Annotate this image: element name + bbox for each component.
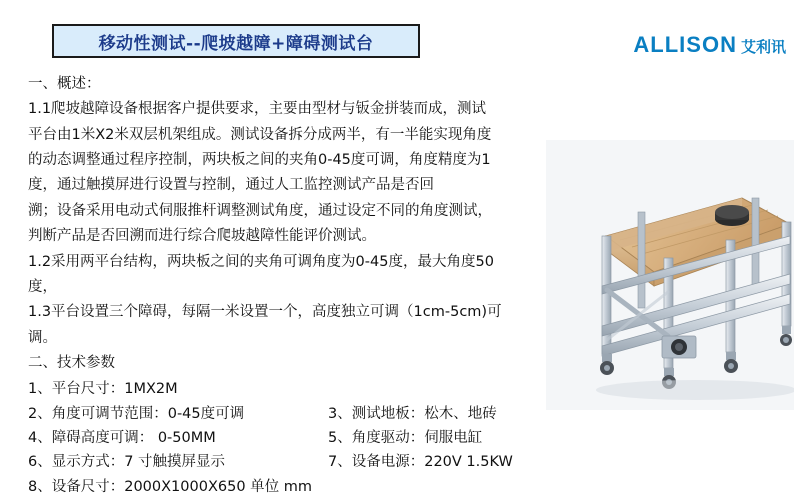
paragraph-1-2-line1: 1.2采用两平台结构，两块板之间的夹角可调角度为0-45度，最大角度50 [28, 253, 494, 270]
spec-item: 6、显示方式：7 寸触摸屏显示 [28, 454, 226, 471]
logo-text-cn: 艾利讯 [740, 38, 786, 56]
document-body [28, 72, 588, 499]
logo-text-en: ALLISON [633, 32, 737, 57]
paragraph-1-3-line1: 1.3平台设置三个障碍，每隔一米设置一个，高度独立可调（1cm-5cm)可 [28, 304, 502, 321]
equipment-photo [546, 140, 794, 410]
spec-item: 5、角度驱动：伺服电缸 [328, 430, 483, 447]
spec-item: 4、障碍高度可调： 0-50MM [28, 430, 216, 447]
spec-item: 2、角度可调节范围：0-45度可调 [28, 405, 245, 422]
paragraph-1-1-line6: 判断产品是否回溯而进行综合爬坡越障性能评价测试。 [28, 228, 376, 245]
section-heading-specs: 二、技术参数 [28, 354, 115, 371]
spec-list [28, 377, 588, 499]
page-title: 移动性测试--爬坡越障+障碍测试台 [98, 33, 374, 54]
paragraph-1-1-line5: 溯；设备采用电动式伺服推杆调整测试角度，通过设定不同的角度测试， [28, 202, 492, 219]
spec-item: 8、设备尺寸：2000X1000X650 单位 mm [28, 478, 313, 495]
paragraph-1-1-line2: 平台由1米X2米双层机架组成。测试设备拆分成两半，有一半能实现角度 [28, 126, 492, 143]
spec-item: 7、设备电源：220V 1.5KW [328, 454, 513, 471]
paragraph-1-1-line3: 的动态调整通过程序控制，两块板之间的夹角0-45度可调，角度精度为1 [28, 152, 491, 169]
paragraph-1-2-line2: 度， [28, 278, 57, 295]
section-heading-overview: 一、概述： [28, 76, 101, 92]
paragraph-1-1-line1: 1.1爬坡越障设备根据客户提供要求，主要由型材与钣金拼装而成，测试 [28, 101, 487, 118]
equipment-illustration [546, 140, 794, 410]
page-title-box [52, 24, 420, 58]
spec-row [28, 377, 588, 401]
spec-row [28, 402, 588, 426]
spec-row [28, 426, 588, 450]
paragraph-1-1-line4: 度，通过触摸屏进行设置与控制，通过人工监控测试产品是否回 [28, 177, 434, 194]
spec-row [28, 450, 588, 474]
spec-item: 3、测试地板：松木、地砖 [328, 405, 497, 422]
caster-wheel [600, 354, 614, 375]
header-bar [0, 14, 800, 62]
company-logo [633, 32, 786, 58]
spec-item: 1、平台尺寸：1MX2M [28, 381, 178, 398]
paragraph-1-3-line2: 调。 [28, 329, 57, 346]
spec-row [28, 475, 588, 499]
caster-wheel [724, 352, 738, 373]
